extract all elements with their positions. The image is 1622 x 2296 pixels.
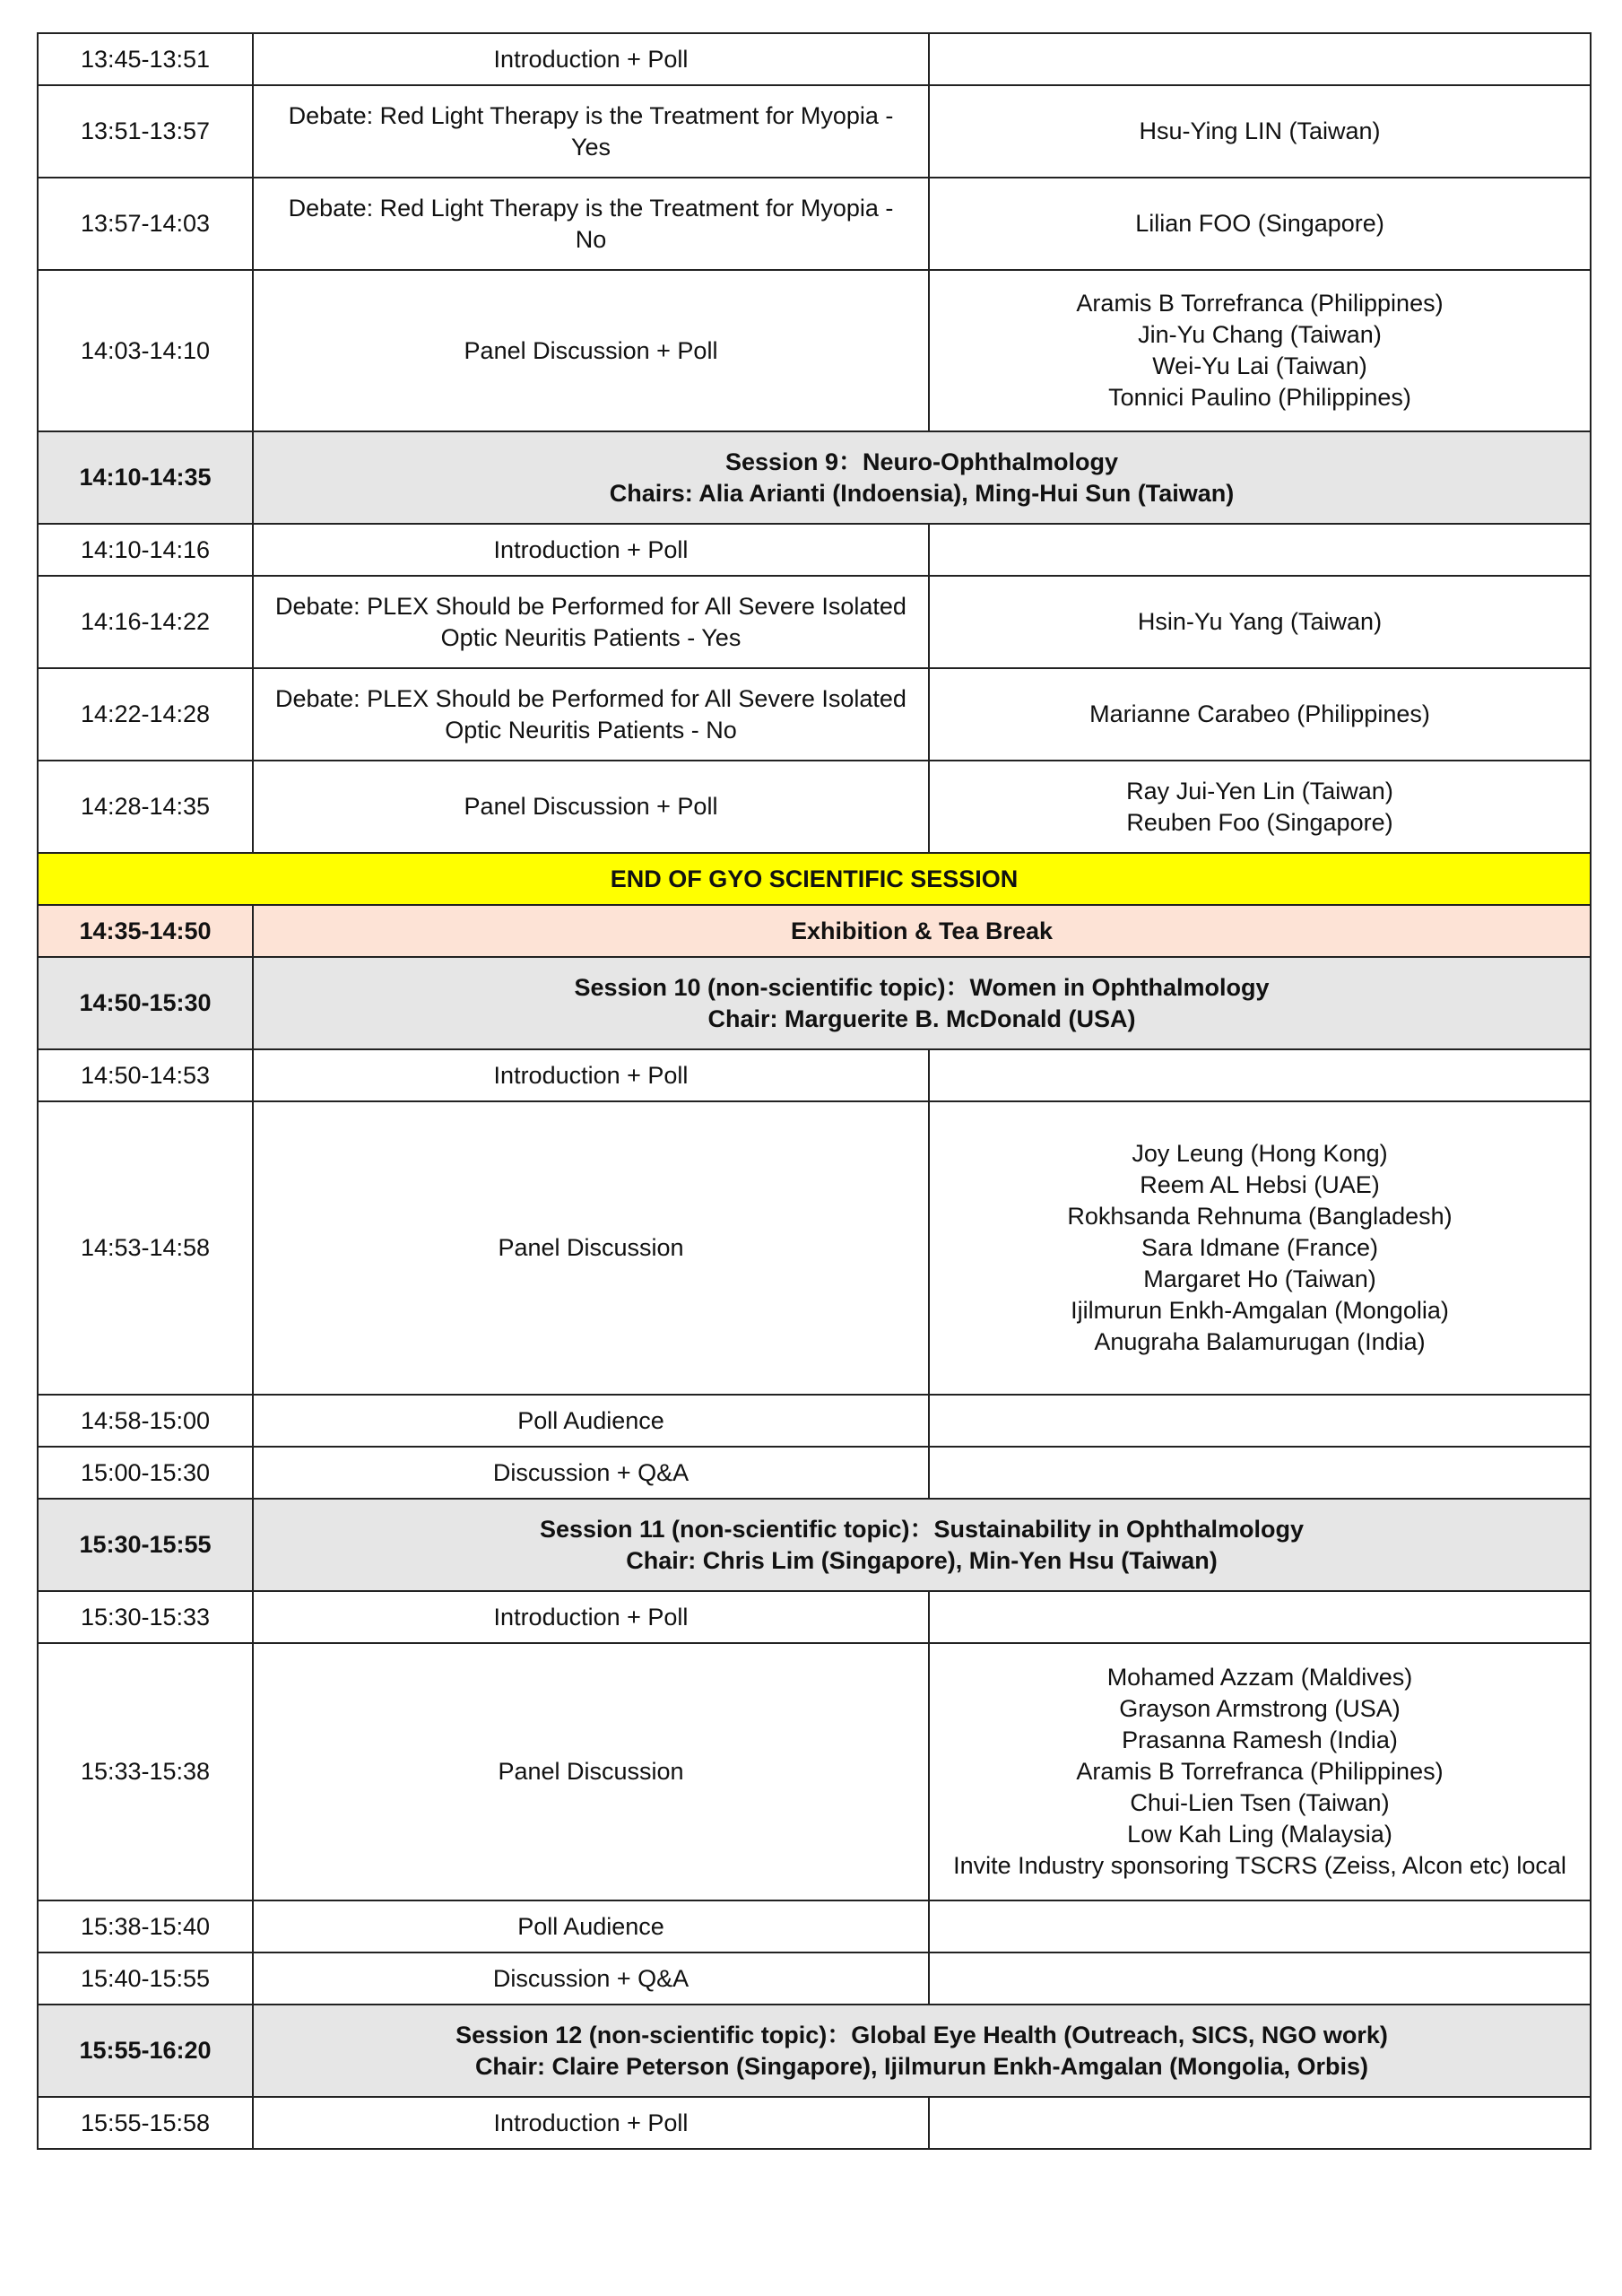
topic-cell [253,1101,929,1395]
topic-line: Optic Neuritis Patients - Yes [440,623,742,651]
schedule-row [38,524,1591,576]
end-of-session-banner [38,853,1591,905]
speaker-line: Aramis B Torrefranca (Philippines) [1076,290,1444,317]
topic-line: Introduction + Poll [493,1061,689,1089]
speakers-cell [929,1101,1591,1395]
speakers-cell [929,1591,1591,1643]
session-header-row [38,957,1591,1049]
schedule-row [38,1643,1591,1900]
speaker-line: Anugraha Balamurugan (India) [1094,1328,1426,1355]
topic-cell [253,576,929,668]
speaker-line: Lilian FOO (Singapore) [1135,210,1384,237]
speaker-line: Margaret Ho (Taiwan) [1143,1265,1376,1292]
speaker-line: Mohamed Azzam (Maldives) [1106,1664,1413,1691]
topic-line: Yes [570,133,612,161]
topic-cell [253,1643,929,1900]
topic-line: Optic Neuritis Patients - No [445,716,737,744]
speakers-cell [929,1049,1591,1101]
speakers-cell [929,1643,1591,1900]
schedule-row [38,1101,1591,1395]
topic-line: Panel Discussion + Poll [464,793,718,820]
time-slot: 15:33-15:38 [38,1643,253,1900]
topic-line: Panel Discussion [498,1758,684,1785]
topic-cell [253,1049,929,1101]
session-title [253,1499,1591,1591]
session-time: 14:10-14:35 [38,431,253,524]
session-title-line: Chair: Marguerite B. McDonald (USA) [707,1004,1136,1032]
banner-line: END OF GYO SCIENTIFIC SESSION [610,865,1019,892]
time-slot: 15:30-15:33 [38,1591,253,1643]
topic-cell [253,668,929,761]
time-slot: 13:51-13:57 [38,85,253,178]
speaker-line: Tonnici Paulino (Philippines) [1108,384,1411,411]
topic-cell [253,524,929,576]
time-slot: 14:50-14:53 [38,1049,253,1101]
schedule-row [38,1900,1591,1952]
time-slot: 13:57-14:03 [38,178,253,270]
speaker-line: Sara Idmane (France) [1141,1234,1379,1261]
topic-line: Discussion + Q&A [492,1458,690,1486]
speaker-line: Invite Industry sponsoring TSCRS (Zeiss, Alcon etc) local [953,1852,1566,1879]
topic-line: Introduction + Poll [493,535,689,563]
speakers-cell [929,668,1591,761]
speaker-line: Hsin-Yu Yang (Taiwan) [1137,608,1383,635]
topic-cell [253,1952,929,2005]
session-time: 15:55-16:20 [38,2005,253,2097]
topic-cell [253,85,929,178]
time-slot: 14:22-14:28 [38,668,253,761]
topic-line: Poll Audience [517,1912,664,1940]
session-title-line: Session 9：Neuro-Ophthalmology [724,448,1119,475]
schedule-row [38,1952,1591,2005]
speaker-line: Reem AL Hebsi (UAE) [1140,1171,1380,1198]
topic-cell [253,1395,929,1447]
schedule-row [38,761,1591,853]
speakers-cell [929,1447,1591,1499]
time-slot: 13:45-13:51 [38,33,253,85]
topic-cell [253,1591,929,1643]
break-row [38,905,1591,957]
session-header-row [38,431,1591,524]
topic-line: Debate: PLEX Should be Performed for All Severe Isolated [275,684,906,712]
topic-cell [253,761,929,853]
topic-line: Panel Discussion [498,1234,684,1261]
time-slot: 14:53-14:58 [38,1101,253,1395]
time-slot: 14:28-14:35 [38,761,253,853]
speaker-line: Marianne Carabeo (Philippines) [1089,700,1430,727]
schedule-row [38,1447,1591,1499]
time-slot: 14:16-14:22 [38,576,253,668]
schedule-row [38,576,1591,668]
speaker-line: Grayson Armstrong (USA) [1119,1695,1401,1722]
topic-cell [253,270,929,431]
topic-line: Introduction + Poll [493,2109,689,2136]
session-title [253,2005,1591,2097]
schedule-row [38,1049,1591,1101]
schedule-row [38,2097,1591,2149]
time-slot: 14:58-15:00 [38,1395,253,1447]
speaker-line: Chui-Lien Tsen (Taiwan) [1130,1789,1390,1816]
topic-cell [253,33,929,85]
session-title [253,957,1591,1049]
topic-line: Debate: PLEX Should be Performed for All Severe Isolated [275,592,906,620]
session-title [253,431,1591,524]
session-time: 15:30-15:55 [38,1499,253,1591]
topic-line: Discussion + Q&A [492,1964,690,1992]
speakers-cell [929,1952,1591,2005]
session-title-line: Chair: Claire Peterson (Singapore), Ijilmurun Enkh-Amgalan (Mongolia, Orbis) [474,2052,1369,2080]
speakers-cell [929,2097,1591,2149]
session-time: 14:50-15:30 [38,957,253,1049]
program-schedule-table [37,32,1592,2150]
time-slot: 14:03-14:10 [38,270,253,431]
banner-text [38,853,1591,905]
speaker-line: Aramis B Torrefranca (Philippines) [1076,1758,1444,1785]
session-title-line: Exhibition & Tea Break [790,917,1054,944]
session-header-row [38,2005,1591,2097]
time-slot: 15:38-15:40 [38,1900,253,1952]
topic-line: Introduction + Poll [493,45,689,73]
session-header-row [38,1499,1591,1591]
speaker-line: Joy Leung (Hong Kong) [1132,1140,1388,1167]
topic-cell [253,1447,929,1499]
speakers-cell [929,178,1591,270]
session-title-line: Chairs: Alia Arianti (Indoensia), Ming-Hui Sun (Taiwan) [609,479,1235,507]
break-title [253,905,1591,957]
speakers-cell [929,761,1591,853]
speaker-line: Jin-Yu Chang (Taiwan) [1138,321,1382,348]
topic-cell [253,2097,929,2149]
topic-line: Panel Discussion + Poll [464,336,718,364]
time-slot: 15:00-15:30 [38,1447,253,1499]
speaker-line: Wei-Yu Lai (Taiwan) [1152,352,1367,379]
topic-cell [253,1900,929,1952]
topic-cell [253,178,929,270]
schedule-row [38,1591,1591,1643]
topic-line: Introduction + Poll [493,1603,689,1631]
session-title-line: Chair: Chris Lim (Singapore), Min-Yen Hsu (Taiwan) [626,1546,1218,1574]
speaker-line: Low Kah Ling (Malaysia) [1127,1821,1392,1848]
schedule-row [38,85,1591,178]
topic-line: Poll Audience [517,1406,664,1434]
speaker-line: Reuben Foo (Singapore) [1126,808,1393,836]
speakers-cell [929,270,1591,431]
speakers-cell [929,33,1591,85]
speaker-line: Ray Jui-Yen Lin (Taiwan) [1126,777,1393,804]
speakers-cell [929,576,1591,668]
speakers-cell [929,1900,1591,1952]
speaker-line: Prasanna Ramesh (India) [1122,1726,1398,1753]
speaker-line: Hsu-Ying LIN (Taiwan) [1139,117,1381,144]
program-schedule-body [38,33,1591,2149]
speakers-cell [929,524,1591,576]
session-time: 14:35-14:50 [38,905,253,957]
schedule-row [38,33,1591,85]
schedule-row [38,178,1591,270]
speaker-line: Rokhsanda Rehnuma (Bangladesh) [1067,1203,1453,1230]
schedule-row [38,668,1591,761]
time-slot: 15:40-15:55 [38,1952,253,2005]
topic-line: Debate: Red Light Therapy is the Treatment for Myopia - [288,101,894,129]
speakers-cell [929,1395,1591,1447]
schedule-row [38,1395,1591,1447]
speaker-line: Ijilmurun Enkh-Amgalan (Mongolia) [1071,1297,1449,1324]
topic-line: No [575,225,607,253]
session-title-line: Session 10 (non-scientific topic)：Women in Ophthalmology [574,973,1270,1001]
session-title-line: Session 11 (non-scientific topic)：Sustainability in Ophthalmology [539,1515,1305,1543]
topic-line: Debate: Red Light Therapy is the Treatment for Myopia - [288,194,894,222]
time-slot: 15:55-15:58 [38,2097,253,2149]
time-slot: 14:10-14:16 [38,524,253,576]
speakers-cell [929,85,1591,178]
schedule-row [38,270,1591,431]
session-title-line: Session 12 (non-scientific topic)：Global Eye Health (Outreach, SICS, NGO work) [455,2021,1388,2048]
